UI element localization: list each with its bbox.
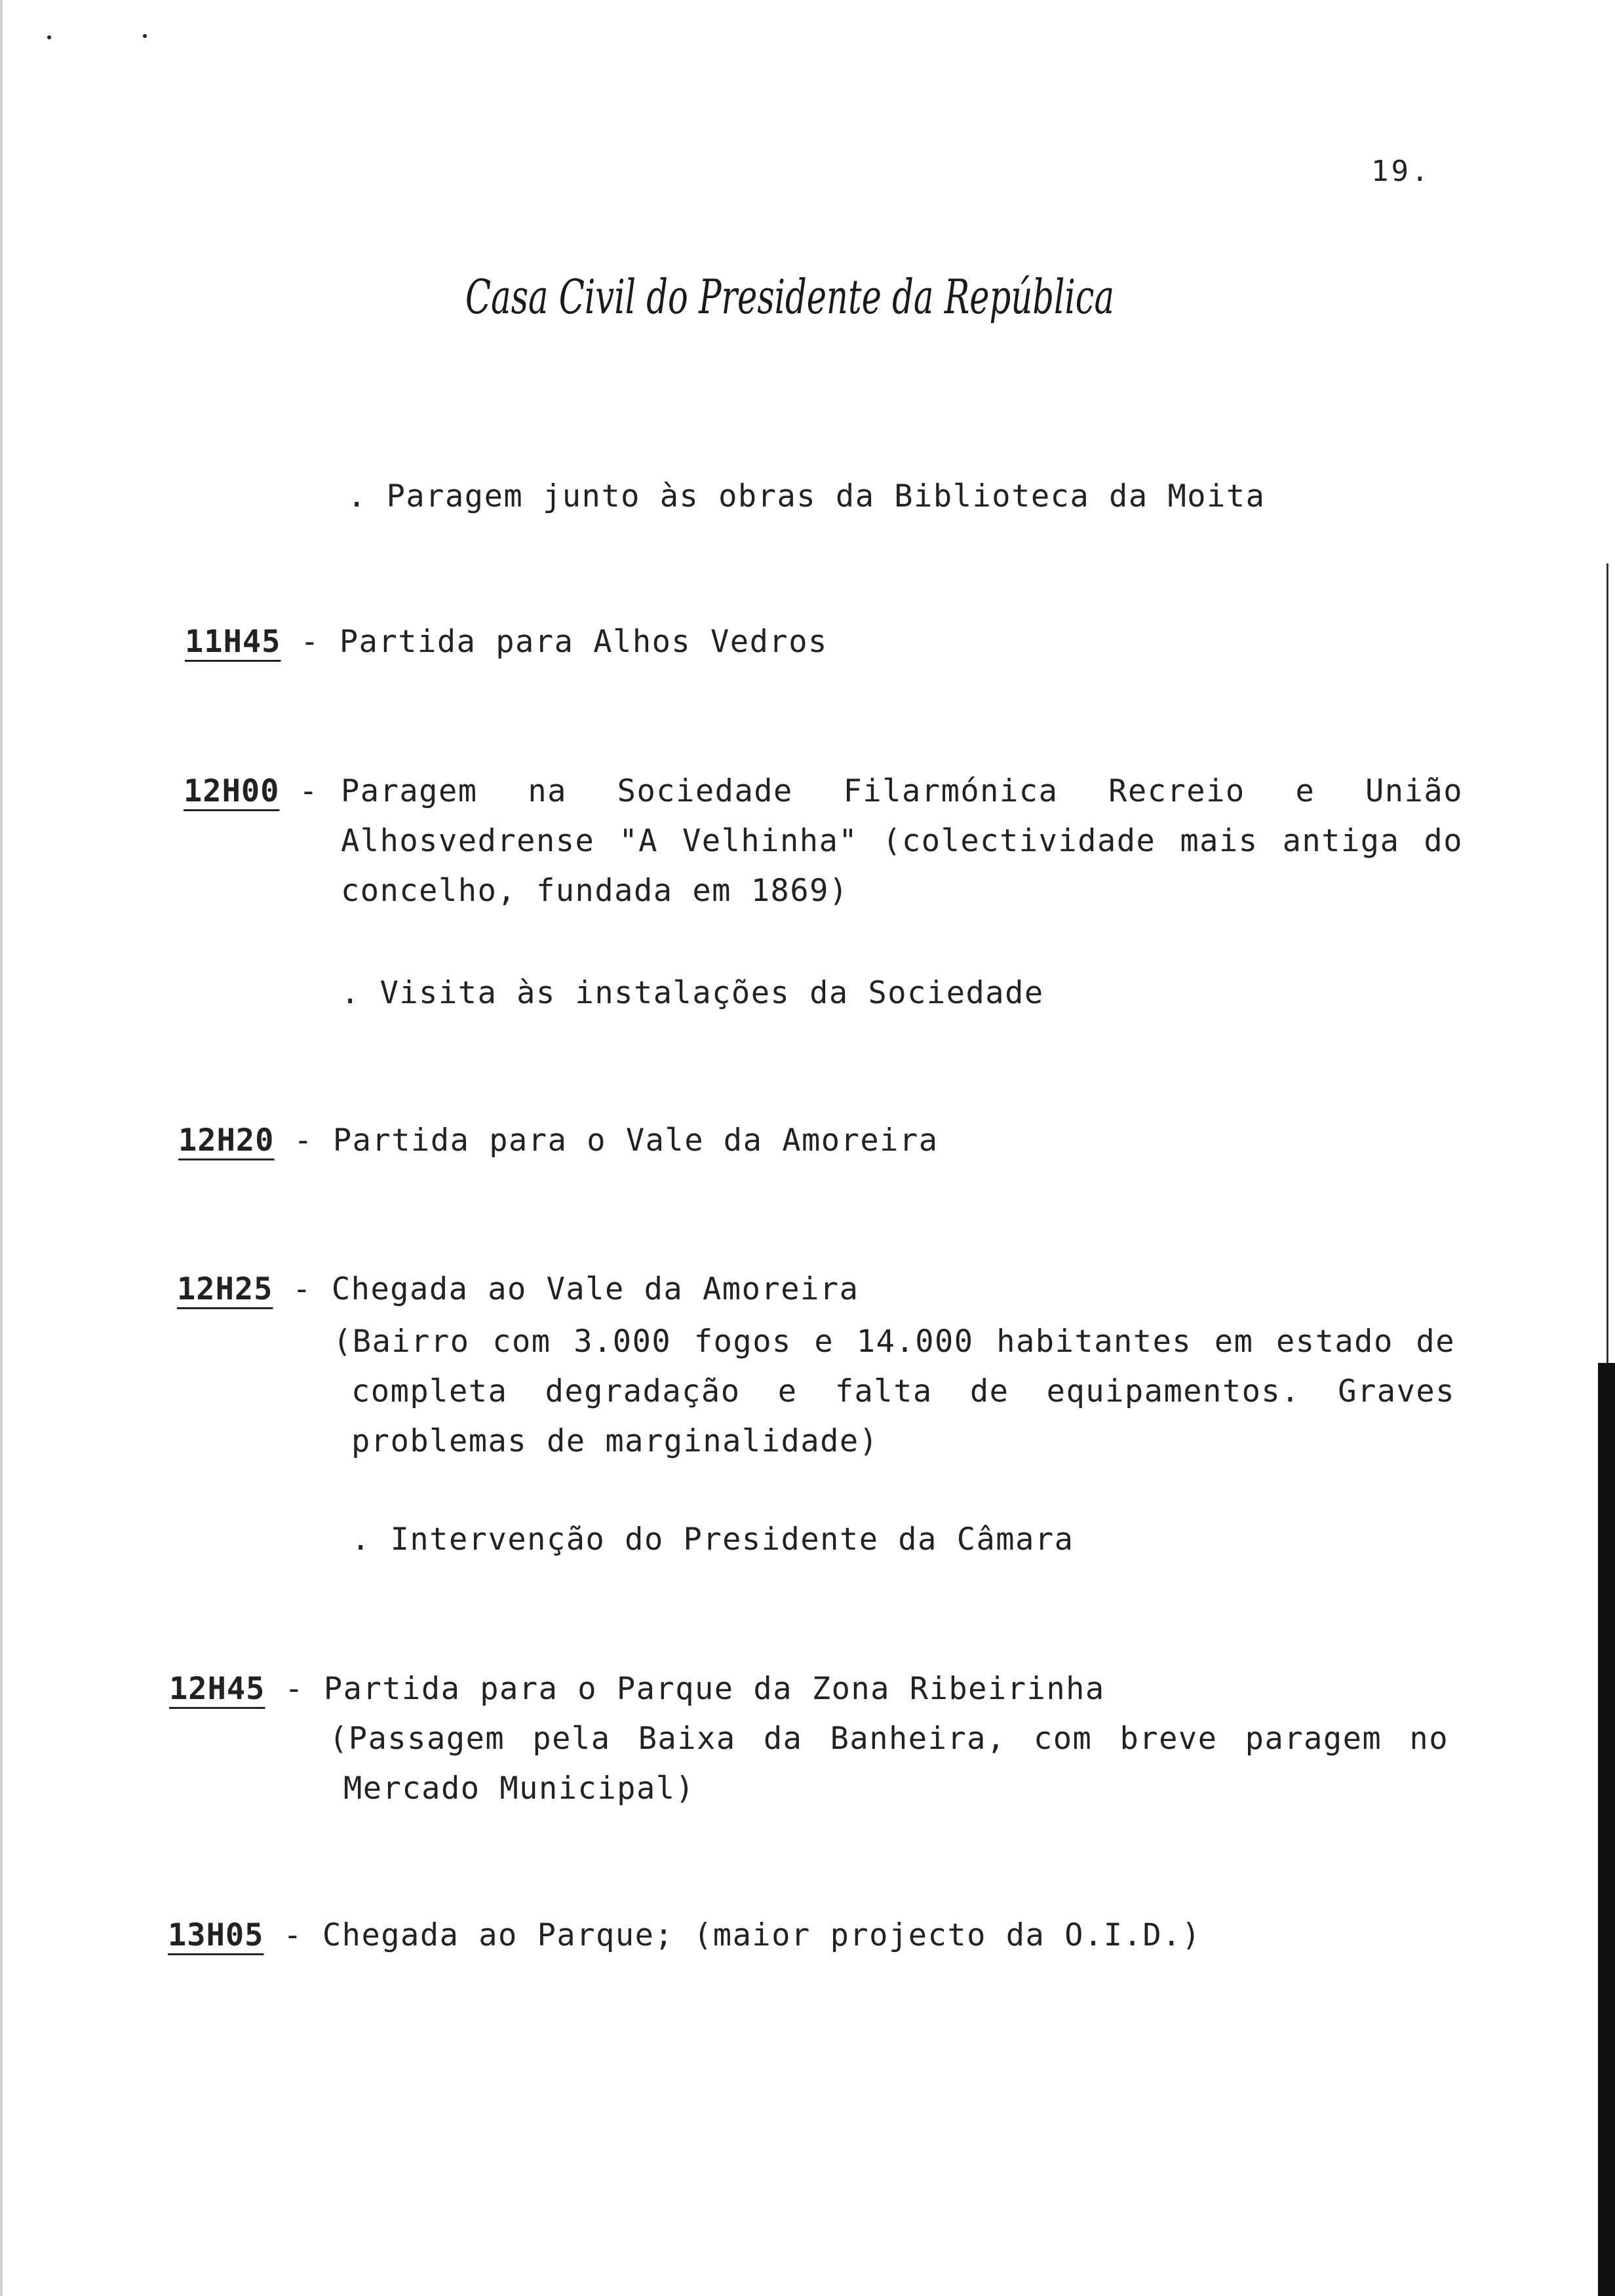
time-label: 13H05	[168, 1917, 264, 1953]
separator: -	[274, 1122, 333, 1158]
time-label: 12H25	[177, 1271, 273, 1307]
separator: -	[265, 1671, 324, 1707]
entry-13h05	[168, 1911, 1201, 1961]
separator: -	[263, 1917, 322, 1953]
scan-speck	[143, 34, 147, 38]
time-label: 11H45	[185, 624, 281, 660]
entry-text-line: Alhosvedrense "A Velhinha" (colectividade mais antiga do	[341, 823, 1463, 859]
separator: -	[279, 773, 338, 809]
letterhead-script	[459, 262, 1121, 334]
bullet-visita: . Visita às instalações da Sociedade	[341, 975, 1044, 1011]
entry-text: Partida para o Vale da Amoreira	[332, 1122, 939, 1158]
entry-text: Partida para o Parque da Zona Ribeirinha	[323, 1671, 1105, 1707]
entry-text-line: (Bairro com 3.000 fogos e 14.000 habitantes em estado de	[333, 1324, 1455, 1360]
page-number: 19.	[1371, 155, 1431, 188]
page-left-edge	[0, 0, 3, 2296]
entry-text-line: Mercado Municipal)	[343, 1770, 695, 1807]
separator: -	[273, 1271, 332, 1307]
bullet-intervencao: . Intervenção do Presidente da Câmara	[351, 1521, 1074, 1558]
entry-12h25	[177, 1265, 859, 1314]
entry-12h45	[169, 1664, 1105, 1714]
page-right-edge-shadow	[1598, 1363, 1615, 2296]
bullet-biblioteca: . Paragem junto às obras da Biblioteca da Moita	[347, 478, 1266, 514]
entry-text-line: Paragem na Sociedade Filarmónica Recreio e União	[341, 773, 1463, 809]
time-label: 12H00	[184, 773, 280, 809]
time-label: 12H20	[178, 1122, 275, 1158]
entry-text: Chegada ao Parque; (maior projecto da O.I.D.)	[322, 1917, 1201, 1953]
entry-text-line: concelho, fundada em 1869)	[341, 873, 849, 909]
entry-text-line: problemas de marginalidade)	[351, 1423, 879, 1459]
page-right-edge-line	[1606, 564, 1608, 1363]
entry-text-line: completa degradação e falta de equipamentos. Graves	[351, 1373, 1455, 1409]
letterhead-text: Casa Civil do Presidente da República	[465, 269, 1114, 324]
entry-text-line: (Passagem pela Baixa da Banheira, com breve paragem no	[329, 1721, 1449, 1757]
entry-12h00	[184, 767, 338, 816]
entry-text: Chegada ao Vale da Amoreira	[331, 1271, 859, 1307]
entry-text: Partida para Alhos Vedros	[339, 624, 828, 660]
entry-12h20	[178, 1116, 939, 1166]
entry-11h45	[185, 617, 828, 667]
letterhead	[459, 262, 1121, 334]
time-label: 12H45	[169, 1671, 265, 1707]
scan-speck	[47, 35, 51, 39]
separator: -	[281, 624, 340, 660]
